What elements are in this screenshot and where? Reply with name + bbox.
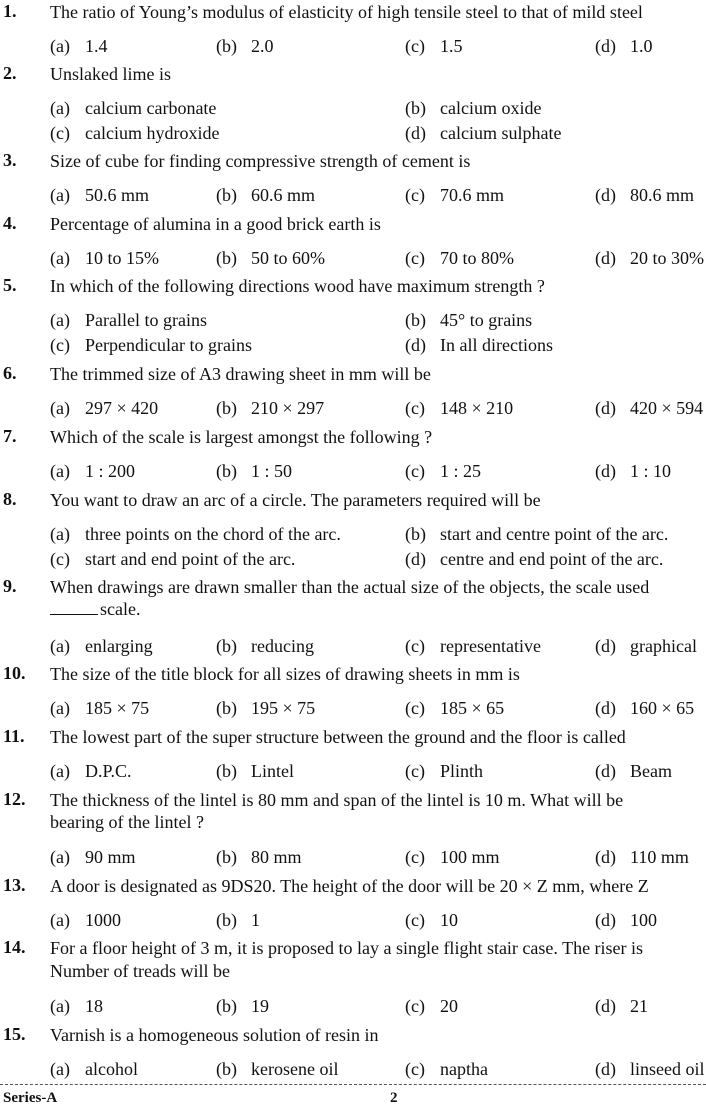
answer-option [50,184,149,207]
question-text: Unslaked lime is [50,64,171,84]
page-number: 2 [390,1090,398,1106]
answer-option [50,995,103,1018]
option-letter: (a) [50,461,70,481]
option-letter: (c) [50,549,70,569]
answer-option [216,635,314,658]
answer-option [405,184,504,207]
question-text: The ratio of Young’s modulus of elasticity of high tensile steel to that of mild steel [50,2,643,22]
answer-option [405,909,458,932]
option-letter: (c) [405,398,425,418]
option-text: calcium oxide [440,98,542,118]
question-number: 8. [3,489,17,509]
option-letter: (d) [405,335,426,355]
option-letter: (b) [216,248,237,268]
option-letter: (d) [405,549,426,569]
answer-option [405,1058,488,1081]
answer-option [216,1058,338,1081]
question-number: 2. [3,63,17,83]
option-text: 185 × 65 [440,698,505,718]
answer-option [216,397,324,420]
option-text: Beam [630,761,672,781]
answer-option [405,247,514,270]
answer-option [50,122,219,145]
answer-option [595,697,694,720]
answer-option [595,909,657,932]
question-text: The thickness of the lintel is 80 mm and span of the lintel is 10 m. What will be [50,790,624,810]
answer-option [595,760,672,783]
answer-option [405,523,668,546]
answer-option [405,460,481,483]
question-number: 15. [3,1024,26,1044]
option-letter: (a) [50,761,70,781]
question-text: Size of cube for finding compressive strength of cement is [50,151,471,171]
question-text: Percentage of alumina in a good brick earth is [50,214,381,234]
option-letter: (b) [216,996,237,1016]
option-text: 110 mm [630,847,689,867]
answer-option [405,635,541,658]
answer-option [595,1058,705,1081]
answer-option [216,697,315,720]
option-letter: (b) [216,698,237,718]
question-text-line2: scale. [100,599,141,619]
option-letter: (c) [405,461,425,481]
question-number: 3. [3,150,17,170]
option-text: 1.4 [85,36,108,56]
option-letter: (d) [595,910,616,930]
option-text: three points on the chord of the arc. [85,524,341,544]
answer-option [216,35,274,58]
option-text: Lintel [251,761,294,781]
answer-option [50,697,149,720]
option-text: calcium hydroxide [85,123,220,143]
question-number: 6. [3,363,17,383]
option-text: 195 × 75 [251,698,316,718]
answer-option [595,35,653,58]
answer-option [50,97,216,120]
option-text: representative [440,636,541,656]
option-text: 185 × 75 [85,698,150,718]
option-text: 80.6 mm [630,185,695,205]
option-letter: (a) [50,310,70,330]
answer-option [50,309,207,332]
option-text: 420 × 594 [630,398,704,418]
option-text: 80 mm [251,847,302,867]
option-text: calcium carbonate [85,98,217,118]
option-text: 1.0 [630,36,653,56]
option-letter: (c) [405,1059,425,1079]
option-letter: (c) [405,36,425,56]
question-number: 7. [3,426,17,446]
option-text: 70.6 mm [440,185,505,205]
option-letter: (c) [50,335,70,355]
footer-divider [0,1084,706,1085]
option-text: 1 [251,910,260,930]
option-text: start and centre point of the arc. [440,524,669,544]
option-letter: (c) [405,185,425,205]
answer-option [50,35,108,58]
question-text: For a floor height of 3 m, it is proposed to lay a single flight stair case. The riser is [50,938,644,958]
answer-option [595,995,648,1018]
question-number: 11. [3,726,25,746]
option-letter: (d) [595,36,616,56]
question-text-continued [50,598,140,621]
answer-option [50,1058,138,1081]
answer-option [405,397,513,420]
option-text: 1 : 50 [251,461,293,481]
option-letter: (b) [405,524,426,544]
option-text: 20 [440,996,458,1016]
option-letter: (c) [405,996,425,1016]
answer-option [50,635,153,658]
question-text-line2: bearing of the lintel ? [50,812,204,832]
option-text: enlarging [85,636,153,656]
option-text: 210 × 297 [251,398,325,418]
option-letter: (d) [595,398,616,418]
option-letter: (a) [50,636,70,656]
answer-option [595,460,671,483]
option-letter: (b) [405,310,426,330]
option-text: 50 to 60% [251,248,325,268]
option-letter: (a) [50,1059,70,1079]
option-letter: (b) [216,847,237,867]
answer-option [405,846,500,869]
question-number: 1. [3,1,17,21]
option-letter: (b) [216,1059,237,1079]
answer-option [50,334,252,357]
answer-option [50,523,341,546]
option-letter: (a) [50,98,70,118]
question-text: When drawings are drawn smaller than the actual size of the objects, the scale used [50,577,650,597]
option-letter: (b) [216,36,237,56]
option-letter: (d) [595,248,616,268]
option-letter: (d) [595,761,616,781]
option-letter: (d) [595,461,616,481]
answer-option [216,760,294,783]
option-letter: (a) [50,248,70,268]
option-text: 1 : 200 [85,461,136,481]
option-letter: (c) [405,847,425,867]
answer-option [595,397,703,420]
question-text-continued [50,811,204,834]
option-text: graphical [630,636,697,656]
option-text: 90 mm [85,847,136,867]
option-letter: (a) [50,698,70,718]
option-text: 19 [251,996,269,1016]
option-text: 1 : 25 [440,461,482,481]
option-text: linseed oil [630,1059,705,1079]
option-letter: (c) [405,910,425,930]
answer-option [50,460,135,483]
option-letter: (c) [50,123,70,143]
option-letter: (b) [216,185,237,205]
question-text: Varnish is a homogeneous solution of resin in [50,1025,379,1045]
question-number: 10. [3,663,26,683]
answer-option [216,995,269,1018]
option-text: Parallel to grains [85,310,207,330]
option-letter: (d) [595,698,616,718]
option-letter: (d) [595,996,616,1016]
answer-option [50,247,159,270]
option-text: 2.0 [251,36,274,56]
answer-option [216,184,315,207]
option-letter: (a) [50,398,70,418]
option-text: 10 to 15% [85,248,159,268]
option-text: Plinth [440,761,484,781]
answer-option [405,760,483,783]
question-text: The trimmed size of A3 drawing sheet in mm will be [50,364,431,384]
option-text: 20 to 30% [630,248,704,268]
option-text: Perpendicular to grains [85,335,252,355]
option-letter: (a) [50,185,70,205]
option-letter: (b) [216,398,237,418]
option-text: calcium sulphate [440,123,562,143]
answer-option [595,247,704,270]
question-text: You want to draw an arc of a circle. The parameters required will be [50,490,541,510]
option-text: 18 [85,996,103,1016]
option-letter: (a) [50,847,70,867]
option-text: 21 [630,996,648,1016]
question-text-line2: Number of treads will be [50,961,230,981]
answer-option [216,460,292,483]
option-text: 1000 [85,910,121,930]
option-text: 70 to 80% [440,248,514,268]
answer-option [405,35,463,58]
answer-option [405,548,663,571]
question-text: In which of the following directions wood have maximum strength ? [50,276,545,296]
question-number: 12. [3,789,26,809]
option-letter: (d) [595,1059,616,1079]
question-number: 13. [3,875,26,895]
option-text: 60.6 mm [251,185,316,205]
option-text: 1.5 [440,36,463,56]
answer-option [216,247,325,270]
answer-option [405,122,561,145]
question-number: 9. [3,576,17,596]
option-text: In all directions [440,335,553,355]
answer-option [405,334,553,357]
answer-option [595,846,689,869]
option-letter: (c) [405,698,425,718]
option-letter: (d) [595,185,616,205]
question-text: A door is designated as 9DS20. The height of the door will be 20 × Z mm, where Z [50,876,649,896]
option-text: 100 [630,910,657,930]
option-letter: (a) [50,910,70,930]
option-text: D.P.C. [85,761,132,781]
option-text: start and end point of the arc. [85,549,296,569]
option-letter: (b) [216,910,237,930]
option-letter: (d) [595,636,616,656]
answer-option [50,397,158,420]
answer-option [50,909,121,932]
option-letter: (a) [50,996,70,1016]
option-text: 100 mm [440,847,500,867]
answer-option [405,309,532,332]
question-number: 5. [3,275,17,295]
option-text: 10 [440,910,458,930]
option-text: 1 : 10 [630,461,672,481]
option-text: 148 × 210 [440,398,514,418]
option-letter: (b) [405,98,426,118]
option-letter: (a) [50,36,70,56]
option-letter: (d) [595,847,616,867]
option-text: kerosene oil [251,1059,339,1079]
option-letter: (b) [216,636,237,656]
option-letter: (c) [405,636,425,656]
answer-option [405,995,458,1018]
option-letter: (b) [216,461,237,481]
answer-option [595,635,697,658]
option-text: centre and end point of the arc. [440,549,664,569]
fill-in-blank [50,602,98,615]
answer-option [216,909,260,932]
option-text: alcohol [85,1059,138,1079]
option-letter: (c) [405,248,425,268]
question-text-continued [50,960,230,983]
option-text: reducing [251,636,314,656]
answer-option [50,548,295,571]
option-letter: (c) [405,761,425,781]
question-text: The lowest part of the super structure between the ground and the floor is called [50,727,626,747]
option-text: 160 × 65 [630,698,695,718]
option-text: 50.6 mm [85,185,150,205]
answer-option [216,846,302,869]
option-letter: (b) [216,761,237,781]
question-text: The size of the title block for all sizes of drawing sheets in mm is [50,664,520,684]
answer-option [595,184,694,207]
option-text: 297 × 420 [85,398,159,418]
answer-option [405,697,504,720]
option-letter: (d) [405,123,426,143]
option-letter: (a) [50,524,70,544]
question-number: 14. [3,937,26,957]
answer-option [405,97,541,120]
series-label: Series-A [3,1090,58,1106]
option-text: naptha [440,1059,488,1079]
answer-option [50,846,136,869]
answer-option [50,760,132,783]
question-text: Which of the scale is largest amongst the following ? [50,427,433,447]
option-text: 45° to grains [440,310,533,330]
question-number: 4. [3,213,17,233]
